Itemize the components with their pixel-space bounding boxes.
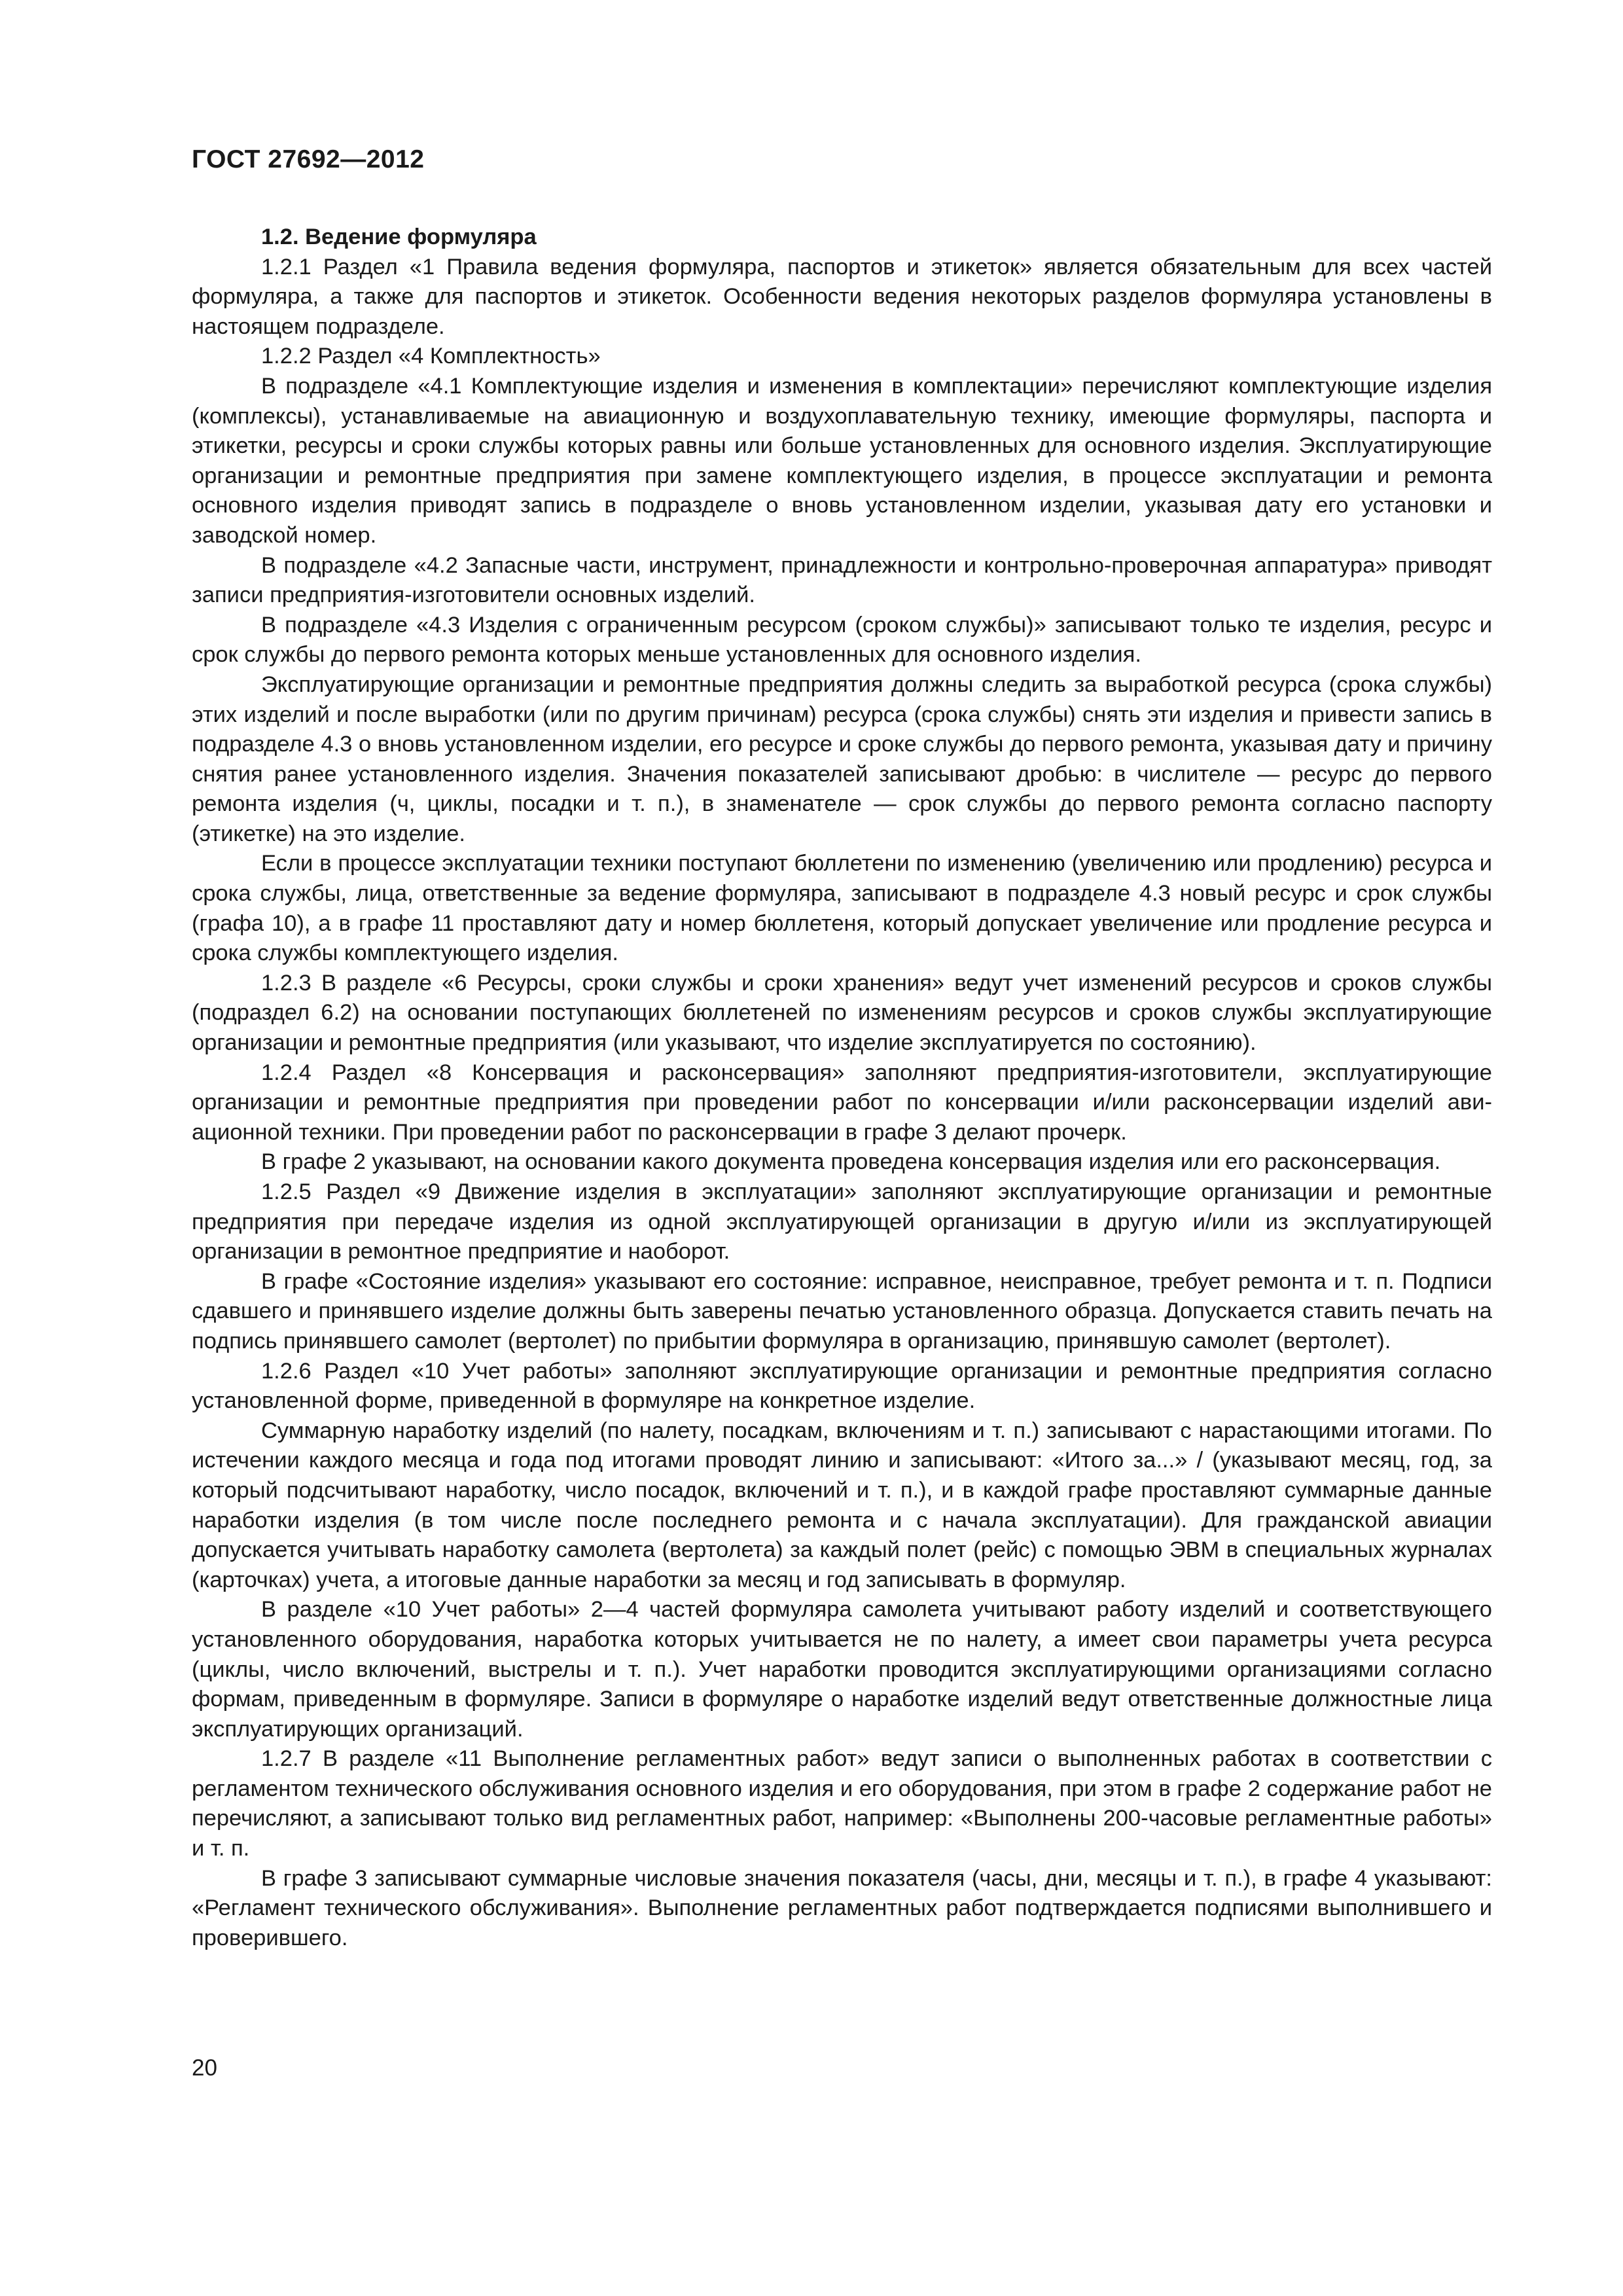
paragraph-1-2-1: 1.2.1 Раздел «1 Правила ведения формуляра, паспортов и этикеток» является обязательным для всех частей формуляра, а также для паспортов и этикеток. Особенности ведения некоторых разделов формуляра установлены в настоящем подразделе. <box>192 254 1492 339</box>
paragraph-1-2-4: 1.2.4 Раздел «8 Консервация и расконсервация» заполняют предприятия-изготовители, эксплуатирующие организации и ремонтные предприятия при проведении работ по консервации и/или расконсервации изделий авиационной техники. При проведении работ по расконсервации в графе 3 делают прочерк. <box>192 1060 1492 1145</box>
paragraph-bulletins: Если в процессе эксплуатации техники поступают бюллетени по изменению (увеличению или продлению) ресурса и срока службы, лица, ответственные за ведение формуляра, записывают в подразделе 4.3 новый ресурс и срок службы (графа 10), а в графе 11 проставляют дату и номер бюллетеня, который допускает увеличение или продление ресурса и срока службы комплектующего изделия. <box>192 851 1492 966</box>
paragraph-1-2-5: 1.2.5 Раздел «9 Движение изделия в эксплуатации» заполняют эксплуатирующие организации и ремонтные предприятия при передаче изделия из одной эксплуатирующей организации в другую и/или из эксплуатирующей организации в ремонтное предприятие и наоборот. <box>192 1179 1492 1265</box>
paragraph-total-operating-time: Суммарную наработку изделий (по налету, посадкам, включениям и т. п.) записывают с нарастающими итогами. По истечении каждого месяца и года под итогами проводят линию и записывают: «Итого за...» / (указывают месяц, год, за который подсчитывают наработку, число посадок, включений и т. п.), и в каждой графе проставляют суммарные данные наработки изделия (в том числе после последнего ремонта и с начала эксплуатации). Для гражданской авиации допускается учитывать наработку самолета (вертолета) за каждый полет (рейс) с помощью ЭВМ в специальных журналах (карточках) учета, а итоговые данные наработки за месяц и год записывать в формуляр. <box>192 1418 1492 1592</box>
document-header: ГОСТ 27692—2012 <box>192 145 425 173</box>
paragraph-column-3: В графе 3 записывают суммарные числовые значения показателя (часы, дни, месяцы и т. п.), в графе 4 указывают: «Регламент технического обслуживания». Выполнение регламентных работ подтверждается подписями выполнившего и проверившего. <box>192 1865 1492 1950</box>
paragraph-resource-tracking: Эксплуатирующие организации и ремонтные предприятия должны следить за выработкой ресурса (срока службы) этих изделий и после выработки (или по другим причинам) ресурса (срока службы) снять эти изделия и привести запись в подразделе 4.3 о вновь установленном изделии, его ресурсе и сроке службы до первого ремонта, указывая дату и причину снятия ранее установленного изделия. Значения показателей записывают дробью: в числителе — ресурс до первого ремонта изделия (ч, циклы, посадки и т. п.), в знаменателе — срок службы до первого ремонта согласно паспорту (этикетке) на это изделие. <box>192 672 1492 846</box>
paragraph-1-2-7: 1.2.7 В разделе «11 Выполнение регламентных работ» ведут записи о выполненных работах в соответствии с регламентом технического обслуживания основного изделия и его оборудования, при этом в графе 2 содержание работ не перечисляют, а записывают только вид регламентных работ, например: «Выполнены 200-часовые регламентные работы» и т. п. <box>192 1746 1492 1861</box>
paragraph-conservation-column: В графе 2 указывают, на основании какого документа проведена консервация изделия или его расконсервация. <box>261 1149 1441 1175</box>
paragraph-work-accounting: В разделе «10 Учет работы» 2—4 частей формуляра самолета учитывают работу изделий и соответствующего установленного оборудования, наработка которых учитывается не по налету, а имеет свои параметры учета ресурса (циклы, число включений, выстрелы и т. п.). Учет наработки проводится эксплуатирующими организациями согласно формам, приведенным в формуляре. Записи в формуляре о наработке изделий ведут ответственные должностные лица эксплуатирующих организаций. <box>192 1597 1492 1742</box>
paragraph-1-2-6: 1.2.6 Раздел «10 Учет работы» заполняют эксплуатирующие организации и ремонтные предприятия согласно установленной форме, приведенной в формуляре на конкретное изделие. <box>192 1358 1492 1414</box>
document-body <box>192 223 1492 1953</box>
paragraph-4-3: В подразделе «4.3 Изделия с ограниченным ресурсом (сроком службы)» записывают только те изделия, ресурс и срок службы до первого ремонта которых меньше установленных для основного изделия. <box>192 612 1492 668</box>
paragraph-item-state: В графе «Состояние изделия» указывают его состояние: исправное, неисправное, требует ремонта и т. п. Подписи сдавшего и принявшего изделие должны быть заверены печатью установленного образца. Допускается ставить печать на подпись принявшего самолет (вертолет) по прибытии формуляра в организацию, принявшую самолет (вертолет). <box>192 1268 1492 1354</box>
paragraph-1-2-2: 1.2.2 Раздел «4 Комплектность» <box>261 344 601 369</box>
section-title: 1.2. Ведение формуляра <box>261 224 537 249</box>
paragraph-1-2-3: 1.2.3 В разделе «6 Ресурсы, сроки службы и сроки хранения» ведут учет изменений ресурсов и сроков службы (подраздел 6.2) на основании поступающих бюллетеней по изменениям ресурсов и сроков службы эксплуатирующие организации и ремонтные предприятия (или указывают, что изделие эксплуатируется по состоянию). <box>192 970 1492 1056</box>
paragraph-4-2: В подразделе «4.2 Запасные части, инструмент, принадлежности и контрольно-проверочная аппаратура» приводят записи предприятия-изготовители основных изделий. <box>192 552 1492 608</box>
paragraph-4-1: В подразделе «4.1 Комплектующие изделия и изменения в комплектации» перечисляют комплектующие изделия (комплексы), устанавливаемые на авиационную и воздухоплавательную технику, имеющие формуляры, паспорта и этикетки, ресурсы и сроки службы которых равны или больше установленных для основного изделия. Эксплуатирующие организации и ремонтные предприятия при замене комплектующего изделия, в процессе эксплуатации и ремонта основного изделия приводят запись в подразделе о вновь установленном изделии, указывая дату его установки и заводской номер. <box>192 373 1492 548</box>
page-number: 20 <box>192 2055 217 2081</box>
